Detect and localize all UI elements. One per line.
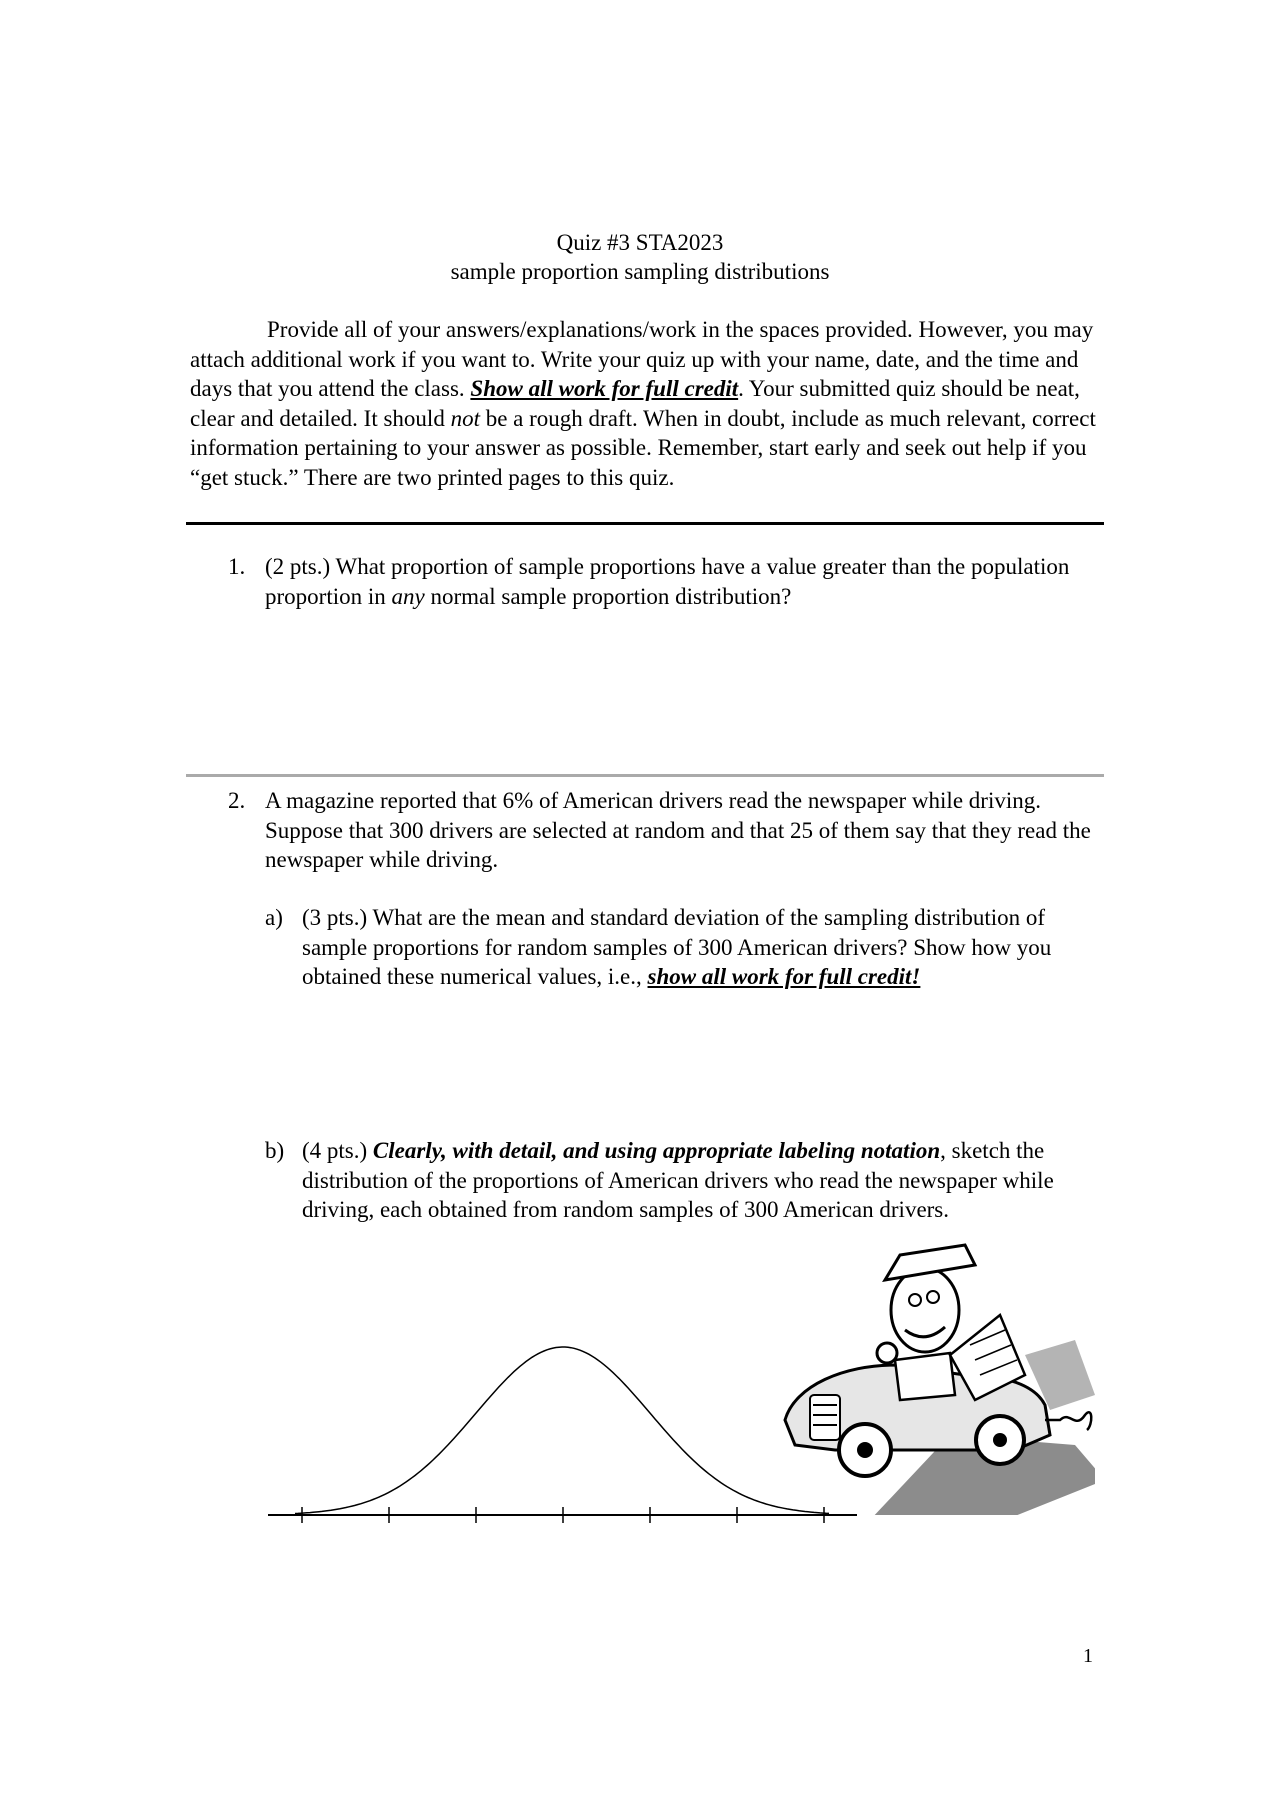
question-2b-text <box>302 1136 1108 1225</box>
question-1-text <box>265 552 1075 611</box>
header-divider <box>186 522 1104 525</box>
question-2a-body: (3 pts.) What are the mean and standard deviation of the sampling distribution of sample proportions for random samples of 300 American drivers? Show how you obtained these numerical values, i.e., <box>302 905 1052 989</box>
instructions-not: not <box>450 405 480 431</box>
instructions-paragraph <box>190 315 1105 492</box>
question-2-text: A magazine reported that 6% of American drivers read the newspaper while driving. Suppose that 300 drivers are selected at random and that 25 of them say that they read the newspaper while driving. <box>265 788 1091 872</box>
instructions-part1: Provide all of your answers/explanations/work in the spaces provided. However, you may attach additional work if you want to. Write your quiz up with your name, date, and the time and days that you attend the class. <box>190 317 1094 401</box>
question-2b-prefix: (4 pts.) <box>302 1138 373 1163</box>
car-driver-illustration <box>775 1235 1095 1515</box>
quiz-subtitle: sample proportion sampling distributions <box>450 259 830 284</box>
question-1-text-a: (2 pts.) What proportion of sample proportions have a value greater than the population proportion in <box>265 554 1070 609</box>
instructions-part2: . Your submitted quiz should be neat, clear and detailed. It should <box>190 376 1080 431</box>
question-divider <box>186 774 1104 777</box>
normal-curve <box>295 1347 829 1514</box>
instructions-emphasis: Show all work for full credit <box>470 376 739 401</box>
car-grille <box>810 1395 840 1440</box>
driver-torso <box>895 1353 955 1400</box>
question-1-text-b: normal sample proportion distribution? <box>424 583 792 609</box>
question-2b-label: b) <box>265 1138 285 1163</box>
driver-head <box>891 1268 959 1352</box>
question-2b-body: , sketch the distribution of the proportions of American drivers who read the newspaper while driving, each obtained from random samples of 300 American drivers. <box>302 1138 1054 1222</box>
car-driver-clipart <box>775 1235 1095 1515</box>
quiz-title: Quiz #3 STA2023 <box>556 230 724 255</box>
instructions-part3: be a rough draft. When in doubt, include as much relevant, correct information pertaining to your answer as possible. Remember, start early and seek out help if you “get stuck.” There are two printed pages to this quiz. <box>190 405 1096 490</box>
question-2-number: 2. <box>228 788 246 813</box>
steering-wheel <box>877 1343 897 1363</box>
question-2b-emphasis: Clearly, with detail, and using appropriate labeling notation <box>372 1138 941 1163</box>
question-2a-label: a) <box>265 905 283 930</box>
question-1-number: 1. <box>228 554 246 579</box>
page-number: 1 <box>1083 1645 1093 1667</box>
exhaust <box>1045 1412 1091 1430</box>
question-2a-text <box>302 903 1108 992</box>
title-block <box>0 228 1280 286</box>
question-1-italic: any <box>391 583 425 609</box>
question-2a-emphasis: show all work for full credit! <box>647 964 921 989</box>
